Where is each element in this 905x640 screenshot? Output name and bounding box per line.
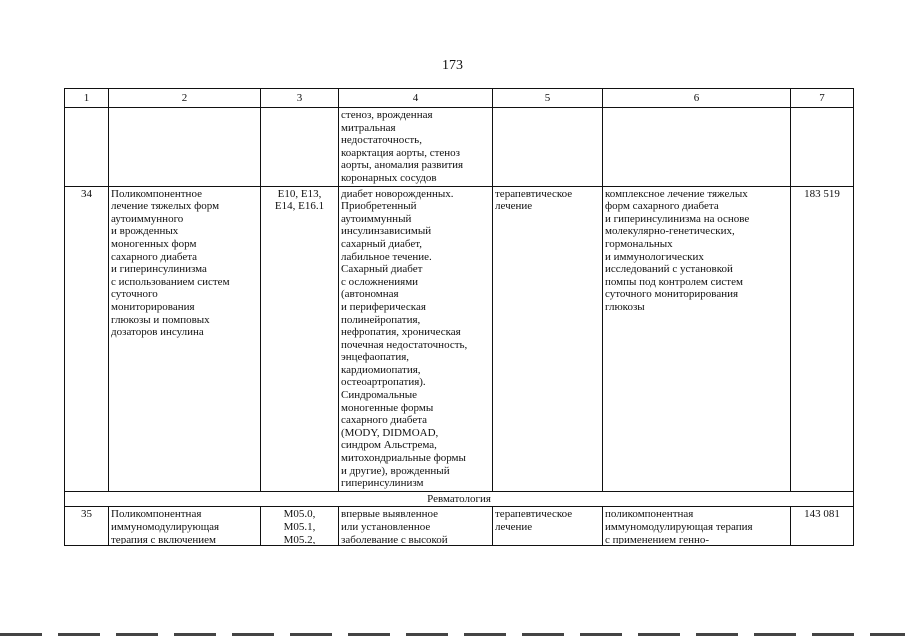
treatment-method: комплексное лечение тяжелых форм сахарного диабета и гиперинсулинизма на основе молекулярно-генетических, гормональных и иммунологических исследований с установкой помпы под контролем систем суточного мониторирования глюкозы bbox=[603, 186, 791, 491]
icd-codes bbox=[261, 507, 339, 546]
patient-model bbox=[339, 507, 493, 546]
treatment-method-text: поликомпонентная иммуномодулирующая терапия с применением генно- bbox=[605, 508, 753, 545]
cont-cell-6 bbox=[603, 108, 791, 187]
column-number-2: 2 bbox=[109, 89, 261, 108]
table-row-34 bbox=[65, 186, 854, 491]
treatment-method bbox=[603, 507, 791, 546]
care-type-name: Поликомпонентное лечение тяжелых форм аутоиммунного и врожденных моногенных форм сахарного диабета и гиперинсулинизма с использованием систем суточного мониторирования глюкозы и помповых дозаторов инсулина bbox=[109, 186, 261, 491]
medical-care-table bbox=[64, 88, 854, 546]
cont-cell-3 bbox=[261, 108, 339, 187]
cost-value: 143 081 bbox=[791, 507, 854, 546]
care-type-name-text: Поликомпонентная иммуномодулирующая терапия с включением bbox=[111, 508, 220, 545]
treatment-type: терапевтическое лечение bbox=[493, 507, 603, 546]
column-number-3: 3 bbox=[261, 89, 339, 108]
cont-cell-1 bbox=[65, 108, 109, 187]
table-row-35 bbox=[65, 507, 854, 546]
patient-model-text: впервые выявленное или установленное заболевание с высокой bbox=[341, 508, 448, 545]
column-number-4: 4 bbox=[339, 89, 493, 108]
cont-cell-7 bbox=[791, 108, 854, 187]
patient-model: диабет новорожденных. Приобретенный аутоиммунный инсулинзависимый сахарный диабет, лабильное течение. Сахарный диабет с осложнениями (автономная и периферическая полинейропатия, нефропатия, хроническая почечная недостаточность, энцефаопатия, кардиомиопатия, остеоартропатия). Синдромальные моногенные формы сахарного диабета (MODY, DIDMOAD, синдром Альстрема, митохондриальные формы и другие), врожденный гиперинсулинизм bbox=[339, 186, 493, 491]
cost-value: 183 519 bbox=[791, 186, 854, 491]
column-number-6: 6 bbox=[603, 89, 791, 108]
cont-model-cell: стеноз, врожденная митральная недостаточность, коарктация аорты, стеноз аорты, аномалия развития коронарных сосудов bbox=[339, 108, 493, 187]
section-row bbox=[65, 491, 854, 507]
care-type-name bbox=[109, 507, 261, 546]
column-number-7: 7 bbox=[791, 89, 854, 108]
column-number-5: 5 bbox=[493, 89, 603, 108]
page-number: 173 bbox=[442, 58, 463, 73]
scan-bottom-edge bbox=[0, 633, 905, 636]
row-number: 35 bbox=[65, 507, 109, 546]
column-number-1: 1 bbox=[65, 89, 109, 108]
icd-codes: E10, E13, E14, E16.1 bbox=[261, 186, 339, 491]
column-number-header-row bbox=[65, 89, 854, 108]
cont-cell-2 bbox=[109, 108, 261, 187]
section-title: Ревматология bbox=[65, 491, 854, 507]
row-number: 34 bbox=[65, 186, 109, 491]
icd-codes-text: M05.0, M05.1, M05.2, bbox=[283, 508, 316, 545]
cont-cell-5 bbox=[493, 108, 603, 187]
continuation-row bbox=[65, 108, 854, 187]
treatment-type: терапевтическое лечение bbox=[493, 186, 603, 491]
